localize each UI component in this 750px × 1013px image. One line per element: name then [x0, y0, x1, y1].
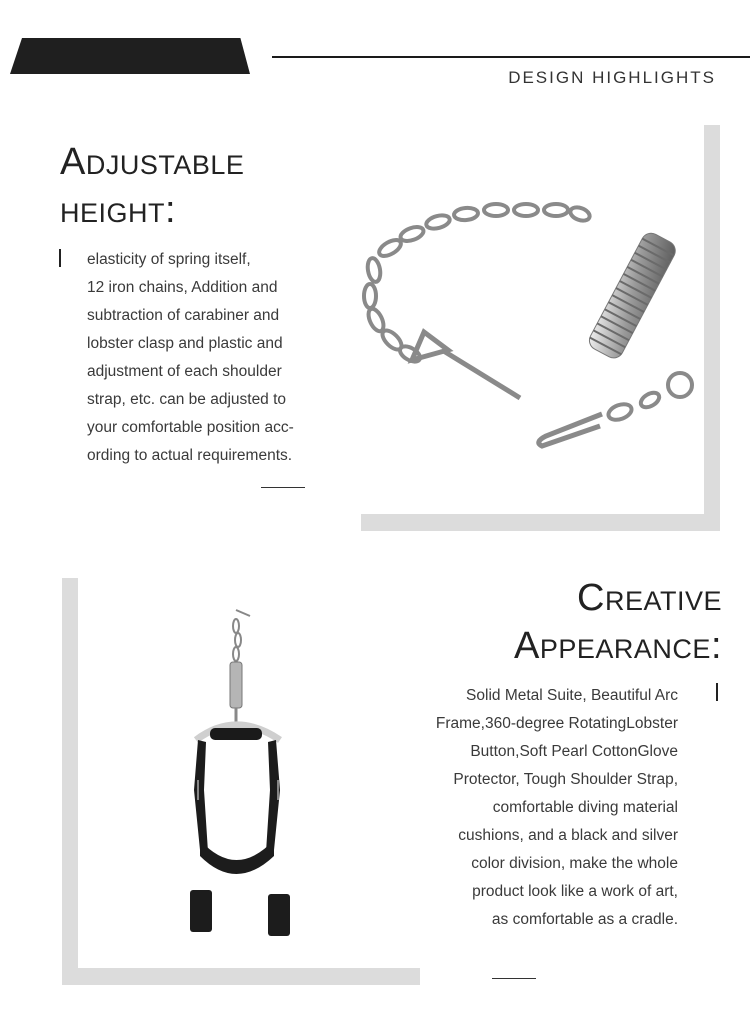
heading-line: Adjustable — [60, 141, 245, 183]
heading-line: Creative — [577, 577, 722, 619]
frame-bottom-edge — [361, 514, 720, 531]
adjustable-height-description: elasticity of spring itself, 12 iron chains, Addition and subtraction of carabiner and lobster clasp and plastic and adjustment of each shoulder strap, etc. can be adjusted to your comfortable position acc- ording to actual requirements. — [87, 251, 294, 464]
chain-spring-image — [350, 190, 710, 470]
frame-left-edge — [62, 578, 78, 985]
swing-image — [150, 600, 330, 950]
creative-appearance-description: Solid Metal Suite, Beautiful Arc Frame,360-degree RotatingLobster Button,Soft Pearl CottonGlove Protector, Tough Shoulder Strap, comfortable diving material cushions, and a black and silver color division, make the whole product look like a work of art, as comfortable as a cradle. — [435, 687, 678, 928]
frame-bottom-edge — [62, 968, 420, 985]
section-divider — [261, 487, 305, 488]
heading-line: Appearance: — [514, 625, 722, 667]
paragraph-marker — [59, 249, 61, 267]
adjustable-height-heading — [60, 138, 244, 234]
heading-line: height: — [60, 189, 177, 231]
paragraph-marker — [716, 683, 718, 701]
page-title: DESIGN HIGHLIGHTS — [508, 68, 716, 87]
section-divider — [492, 978, 536, 979]
header-rule — [272, 56, 750, 58]
creative-appearance-heading — [514, 574, 722, 670]
header-banner — [10, 38, 250, 74]
